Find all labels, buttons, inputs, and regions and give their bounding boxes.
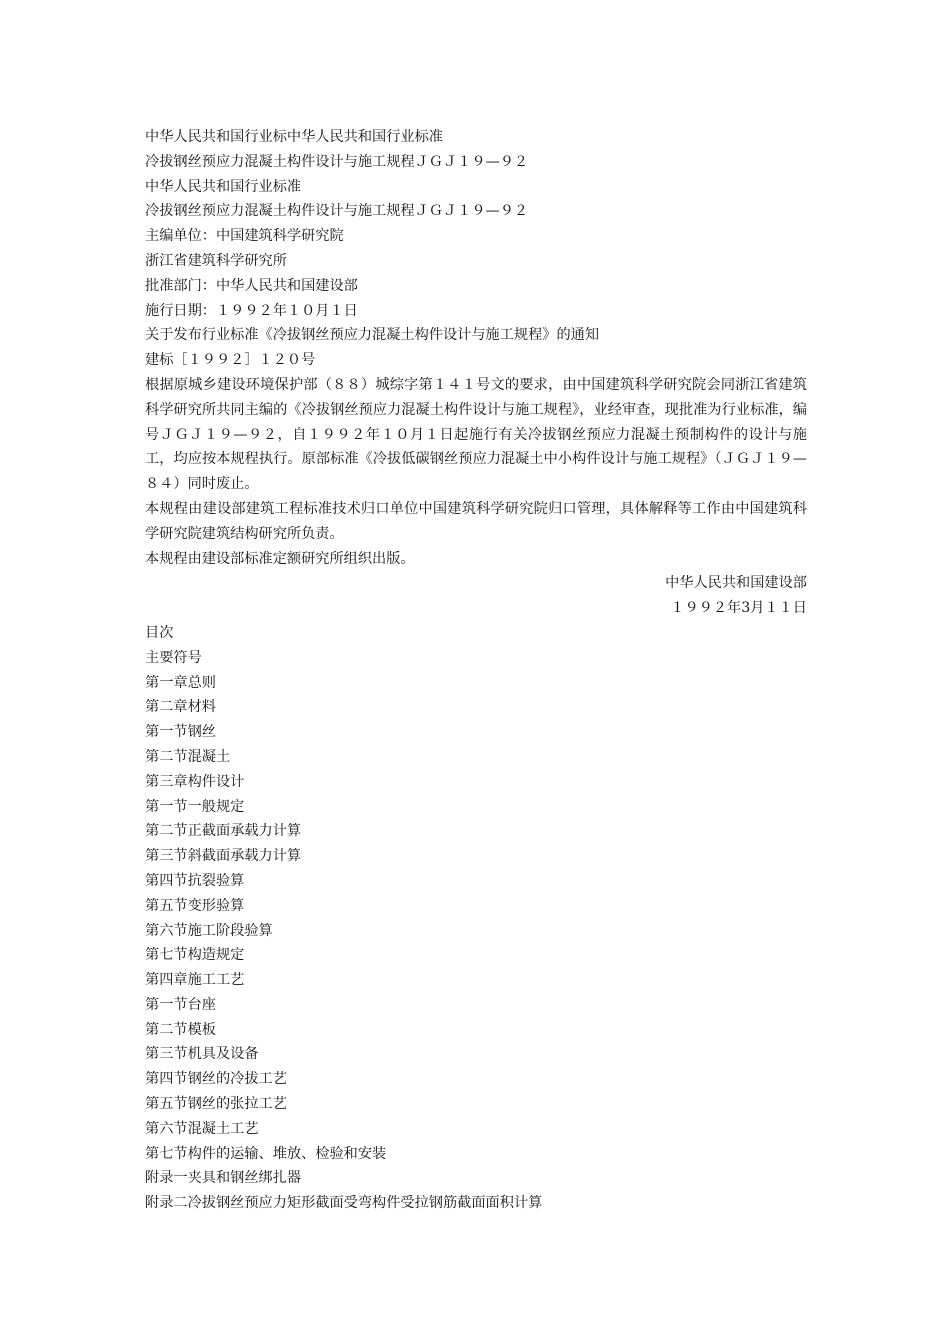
notice-paragraph-2: 本规程由建设部建筑工程标准技术归口单位中国建筑科学研究院归口管理，具体解释等工作由中国建筑科学研究院建筑结构研究所负责。	[145, 500, 807, 542]
toc-item: 第三节机具及设备	[145, 1046, 259, 1063]
toc-item: 第一节台座	[145, 996, 216, 1013]
standard-header-line-2: 中华人民共和国行业标准	[145, 178, 302, 195]
notice-title: 关于发布行业标准《冷拔钢丝预应力混凝土构件设计与施工规程》的通知	[145, 327, 600, 344]
toc-item: 第一节一般规定	[145, 798, 245, 815]
toc-item: 第二节模板	[145, 1021, 216, 1038]
toc-item: 第二节混凝土	[145, 748, 231, 765]
toc-item: 第一章总则	[145, 674, 216, 691]
effective-date: 施行日期：１９９２年１０月１日	[145, 302, 358, 319]
toc-item: 第四节钢丝的冷拔工艺	[145, 1071, 287, 1088]
editor-unit: 主编单位：中国建筑科学研究院	[145, 228, 344, 245]
toc-item: 第一节钢丝	[145, 724, 216, 741]
toc-item: 主要符号	[145, 649, 202, 666]
notice-number: 建标［１９９２］１２０号	[145, 352, 316, 369]
toc-item: 第三章构件设计	[145, 773, 245, 790]
notice-paragraph-1: 根据原城乡建设环境保护部（８８）城综字第１４１号文的要求，由中国建筑科学研究院会同浙江省建筑科学研究所共同主编的《冷拔钢丝预应力混凝土构件设计与施工规程》，业经审查，现批准为行业标准，编号ＪＧＪ１９—９２，自１９９２年１０月１日起施行有关冷拔钢丝预应力混凝土预制构件的设计与施工，均应按本规程执行。原部标准《冷拔低碳钢丝预应力混凝土中小构件设计与施工规程》（ＪＧＪ１９—８４）同时废止。	[145, 376, 807, 493]
toc-item: 第四章施工工艺	[145, 972, 245, 989]
standard-title-line-2: 冷拔钢丝预应力混凝土构件设计与施工规程ＪＧＪ１９—９２	[145, 203, 529, 220]
toc-item: 第七节构件的运输、堆放、检验和安装	[145, 1145, 387, 1162]
toc-item: 第二节正截面承载力计算	[145, 823, 302, 840]
notice-signature: 中华人民共和国建设部	[665, 575, 807, 592]
toc-item: 附录一夹具和钢丝绑扎器	[145, 1170, 302, 1187]
standard-header-line-1: 中华人民共和国行业标中华人民共和国行业标准	[145, 129, 443, 145]
toc-item: 第六节混凝土工艺	[145, 1120, 259, 1137]
toc-item: 第六节施工阶段验算	[145, 922, 273, 939]
toc-item: 第四节抗裂验算	[145, 872, 245, 889]
toc-item: 附录二冷拔钢丝预应力矩形截面受弯构件受拉钢筋截面面积计算	[145, 1195, 543, 1212]
toc-item: 第七节构造规定	[145, 947, 245, 964]
toc-list	[145, 646, 807, 1216]
standard-title-line-1: 冷拔钢丝预应力混凝土构件设计与施工规程ＪＧＪ１９—９２	[145, 153, 529, 170]
notice-paragraph-3: 本规程由建设部标准定额研究所组织出版。	[145, 550, 415, 567]
co-editor-unit: 浙江省建筑科学研究所	[145, 252, 287, 269]
toc-item: 第五节钢丝的张拉工艺	[145, 1096, 287, 1113]
notice-date: １９９２年3月１１日	[670, 600, 807, 617]
approval-department: 批准部门：中华人民共和国建设部	[145, 277, 358, 294]
toc-item: 第三节斜截面承载力计算	[145, 848, 302, 865]
toc-item: 第五节变形验算	[145, 897, 245, 914]
toc-title: 目次	[145, 624, 174, 641]
toc-item: 第二章材料	[145, 699, 216, 716]
document-page	[145, 125, 807, 1216]
